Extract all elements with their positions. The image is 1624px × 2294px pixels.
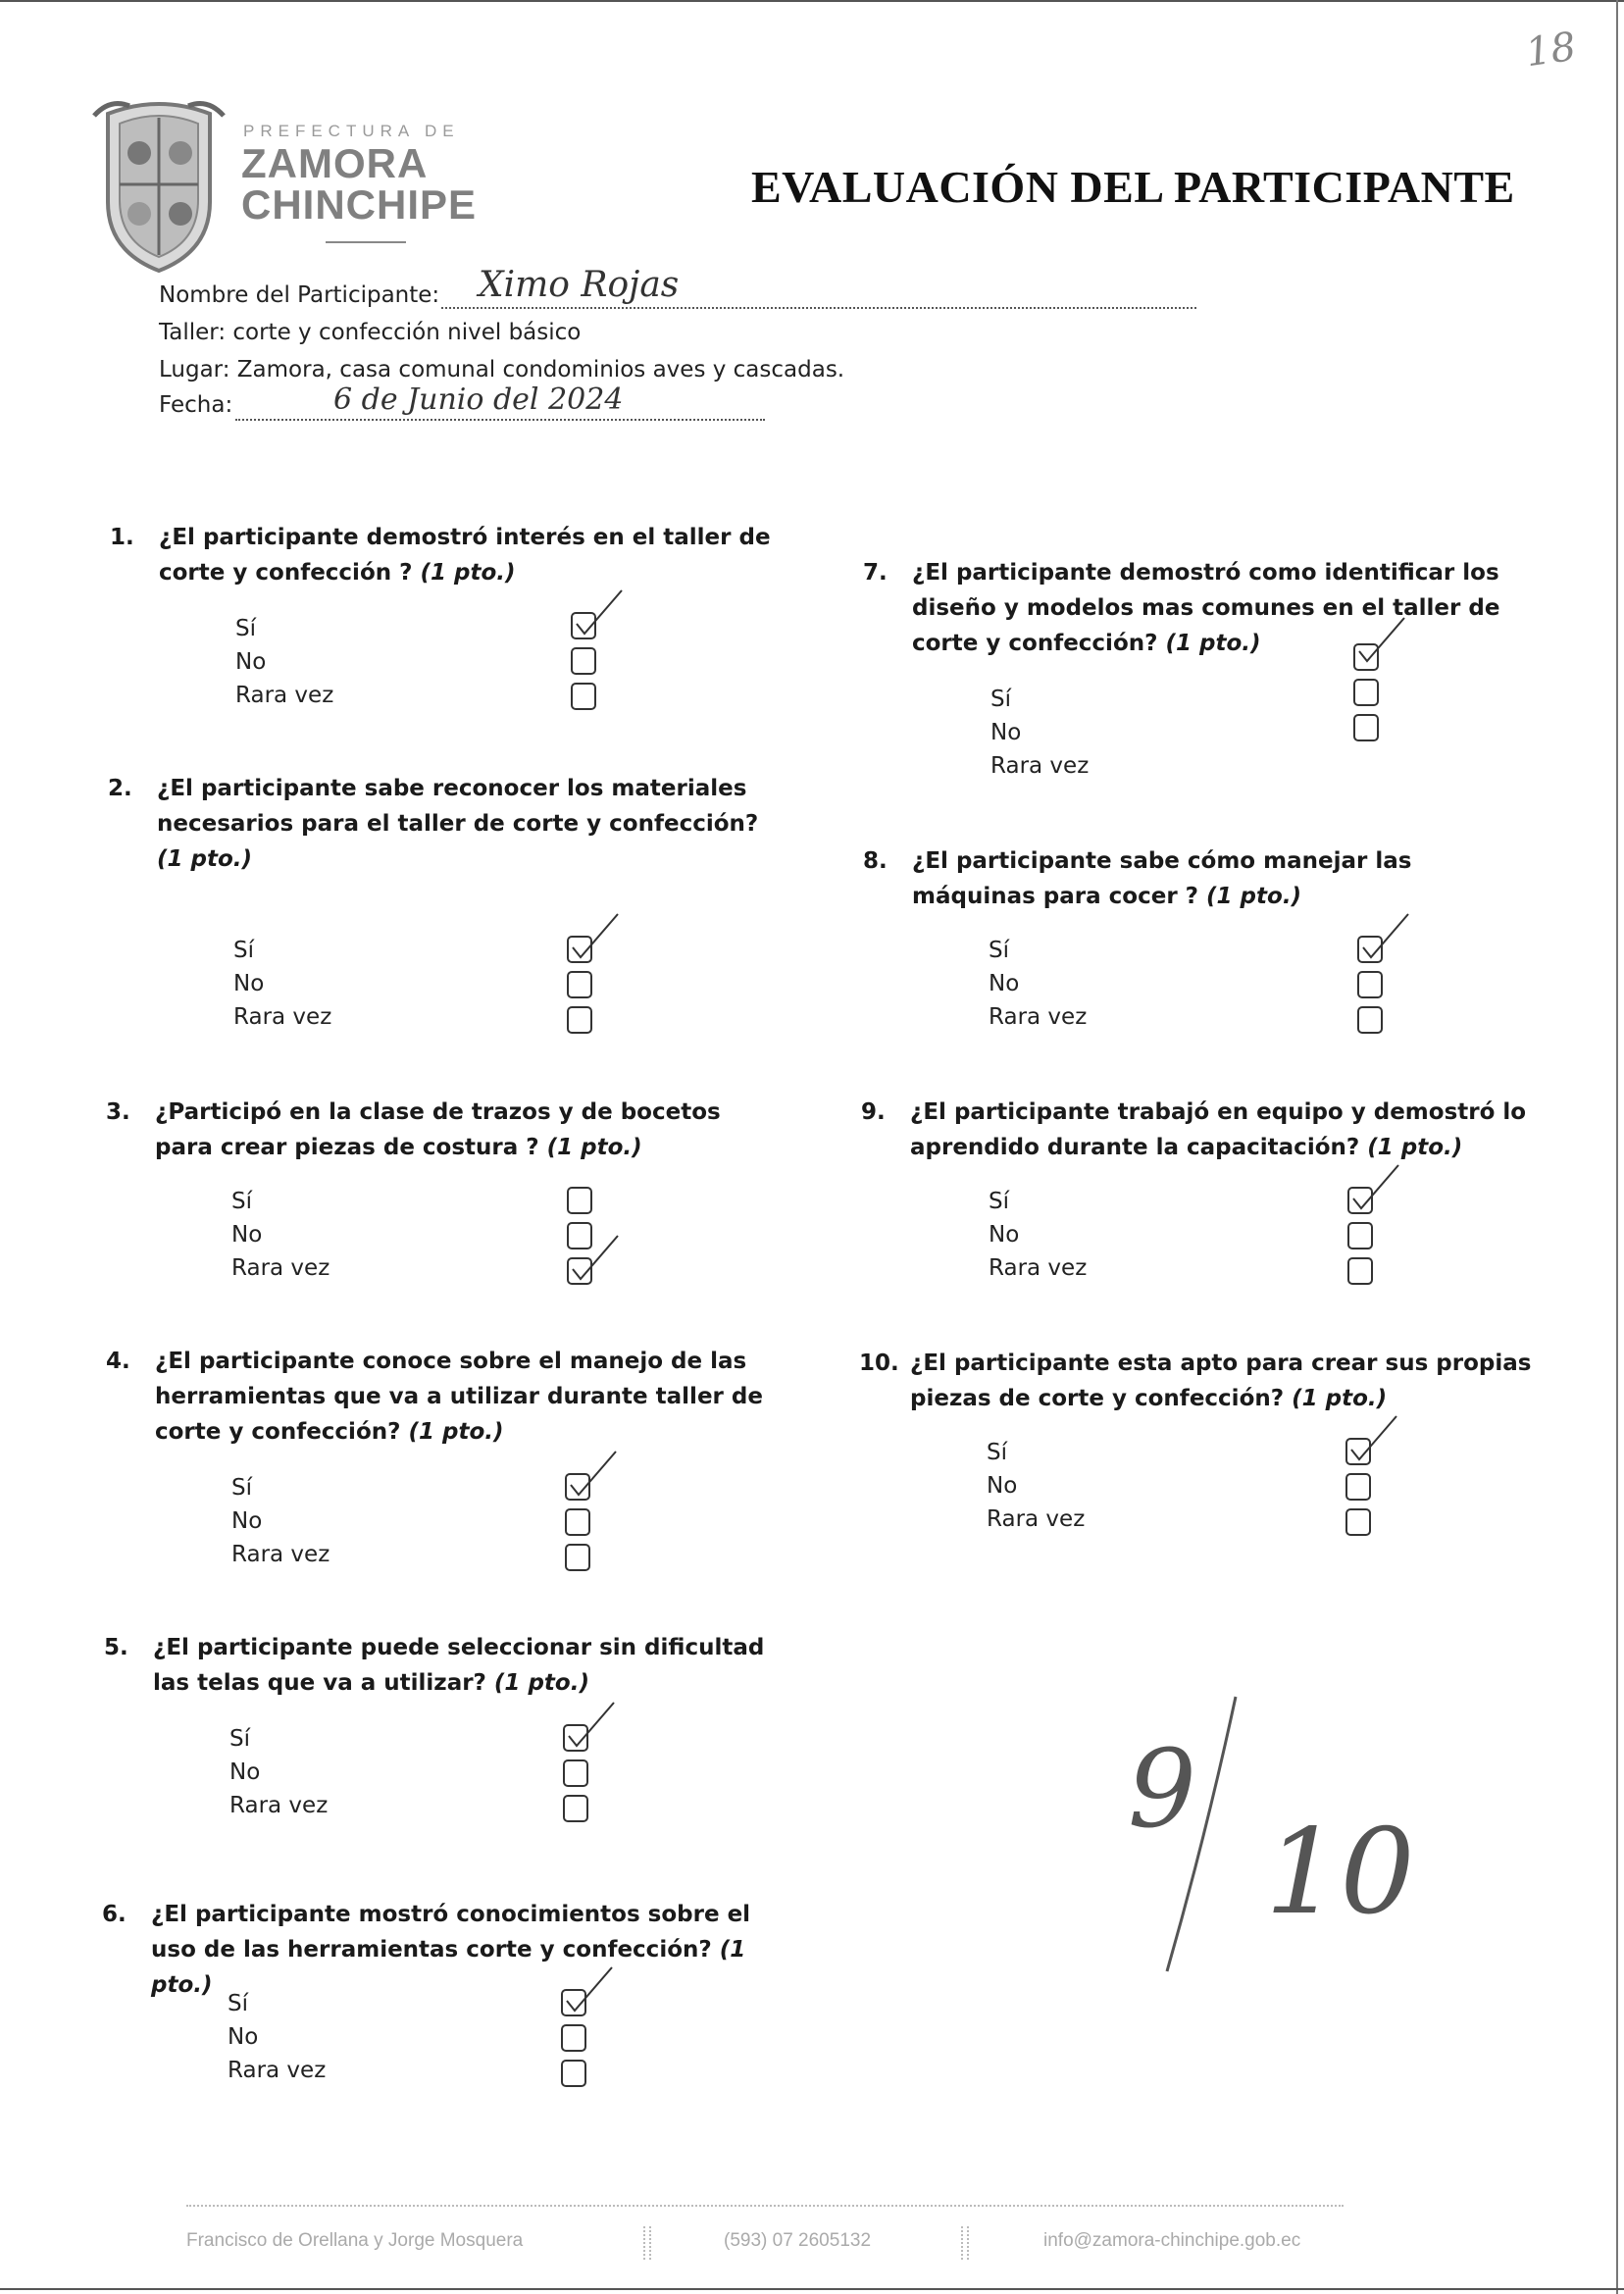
option-rara-vez-label: Rara vez bbox=[231, 1255, 330, 1281]
footer-divider bbox=[186, 2205, 1344, 2207]
option-si-label: Sí bbox=[228, 1991, 248, 2016]
question-text: ¿El participante puede seleccionar sin dificultad las telas que va a utilizar? bbox=[153, 1635, 765, 1696]
participant-name-handwritten: Ximo Rojas bbox=[479, 265, 680, 305]
option-si-label: Sí bbox=[231, 1189, 252, 1214]
question-number: 3. bbox=[106, 1099, 130, 1125]
option-rara-vez-label: Rara vez bbox=[235, 683, 334, 708]
option-si-label: Sí bbox=[231, 1475, 252, 1501]
option-rara-vez-label: Rara vez bbox=[990, 753, 1090, 779]
question-text: ¿El participante demostró interés en el taller de corte y confección ? bbox=[159, 525, 771, 586]
footer-separator bbox=[961, 2226, 969, 2260]
checkbox-rara-vez[interactable] bbox=[561, 2060, 586, 2087]
checkbox-no[interactable] bbox=[561, 2024, 586, 2052]
footer-email: info@zamora-chinchipe.gob.ec bbox=[1043, 2230, 1301, 2251]
question-points: (1 pto.) bbox=[1165, 631, 1261, 656]
question-7 bbox=[863, 555, 1540, 661]
option-no-label: No bbox=[990, 720, 1022, 745]
option-no-label: No bbox=[989, 971, 1020, 996]
question-1 bbox=[110, 520, 787, 590]
checkmark-icon bbox=[567, 1230, 626, 1289]
question-4 bbox=[106, 1344, 783, 1450]
option-no-label: No bbox=[989, 1222, 1020, 1248]
question-text: ¿El participante sabe cómo manejar las máquinas para cocer ? bbox=[912, 848, 1412, 909]
checkbox-rara-vez[interactable] bbox=[1357, 1006, 1383, 1034]
question-points: (1 pto.) bbox=[157, 846, 253, 872]
question-number: 4. bbox=[106, 1349, 130, 1374]
workshop-line: Taller: corte y confección nivel básico bbox=[159, 320, 582, 345]
checkbox-no[interactable] bbox=[1353, 679, 1379, 706]
option-si-label: Sí bbox=[990, 687, 1011, 712]
checkbox-rara-vez[interactable] bbox=[1353, 714, 1379, 741]
question-number: 7. bbox=[863, 560, 888, 586]
name-dotted-line bbox=[441, 307, 1196, 309]
option-no-label: No bbox=[233, 971, 265, 996]
question-number: 2. bbox=[108, 776, 132, 801]
date-handwritten: 6 de Junio del 2024 bbox=[333, 382, 624, 417]
option-no-label: No bbox=[235, 649, 267, 675]
question-text: ¿Participó en la clase de trazos y de bocetos para crear piezas de costura ? bbox=[155, 1099, 721, 1160]
option-rara-vez-label: Rara vez bbox=[233, 1004, 332, 1030]
question-points: (1 pto.) bbox=[493, 1670, 589, 1696]
checkbox-no[interactable] bbox=[567, 971, 592, 998]
score-obtained: 9 bbox=[1128, 1726, 1196, 1852]
option-rara-vez-label: Rara vez bbox=[228, 2058, 327, 2083]
question-number: 6. bbox=[102, 1902, 127, 1927]
question-5 bbox=[104, 1630, 781, 1701]
question-number: 8. bbox=[863, 848, 888, 874]
option-no-label: No bbox=[231, 1508, 263, 1534]
checkbox-rara-vez[interactable] bbox=[565, 1544, 590, 1571]
option-si-label: Sí bbox=[989, 938, 1009, 963]
page-number: 18 bbox=[1523, 24, 1579, 76]
option-no-label: No bbox=[987, 1473, 1018, 1499]
checkbox-rara-vez[interactable] bbox=[571, 683, 596, 710]
checkbox-no[interactable] bbox=[1345, 1473, 1371, 1501]
checkmark-icon bbox=[1347, 1159, 1406, 1218]
question-number: 5. bbox=[104, 1635, 128, 1660]
question-6 bbox=[102, 1897, 779, 2003]
checkmark-icon bbox=[561, 1962, 620, 2020]
checkmark-icon bbox=[571, 585, 630, 643]
question-3 bbox=[106, 1095, 783, 1165]
checkmark-icon bbox=[1353, 612, 1412, 671]
question-text: ¿El participante conoce sobre el manejo de las herramientas que va a utilizar durante taller de corte y confección? bbox=[155, 1349, 763, 1445]
option-no-label: No bbox=[228, 2024, 259, 2050]
logo-subtitle: PREFECTURA DE bbox=[243, 122, 460, 140]
score-total: 10 bbox=[1265, 1805, 1415, 1941]
question-text: ¿El participante trabajó en equipo y demostró lo aprendido durante la capacitación? bbox=[910, 1099, 1527, 1160]
document-title: EVALUACIÓN DEL PARTICIPANTE bbox=[751, 162, 1515, 212]
option-si-label: Sí bbox=[229, 1726, 250, 1752]
date-label: Fecha: bbox=[159, 392, 233, 418]
checkbox-rara-vez[interactable] bbox=[567, 1006, 592, 1034]
logo-line-1: ZAMORA bbox=[241, 140, 429, 186]
checkbox-no[interactable] bbox=[571, 647, 596, 675]
checkbox-si[interactable] bbox=[567, 1187, 592, 1214]
question-points: (1 pto.) bbox=[408, 1419, 504, 1445]
question-number: 10. bbox=[859, 1351, 899, 1376]
question-text: ¿El participante mostró conocimientos sobre el uso de las herramientas corte y confección? bbox=[151, 1902, 751, 1963]
logo-divider bbox=[326, 241, 406, 243]
coat-of-arms-icon bbox=[90, 94, 228, 280]
checkmark-icon bbox=[563, 1697, 622, 1756]
checkbox-no[interactable] bbox=[1347, 1222, 1373, 1249]
option-rara-vez-label: Rara vez bbox=[987, 1506, 1086, 1532]
date-dotted-line bbox=[235, 419, 765, 421]
question-text: ¿El participante sabe reconocer los materiales necesarios para el taller de corte y confección? bbox=[157, 776, 759, 837]
prefecture-logo bbox=[90, 94, 502, 280]
score-slash-icon bbox=[1147, 1687, 1265, 1981]
question-2 bbox=[108, 771, 785, 877]
checkbox-no[interactable] bbox=[1357, 971, 1383, 998]
question-points: (1 pto.) bbox=[1292, 1386, 1388, 1411]
scan-border-right bbox=[1616, 0, 1618, 2294]
checkbox-no[interactable] bbox=[565, 1508, 590, 1536]
question-points: (1 pto.) bbox=[151, 1937, 746, 1998]
question-points: (1 pto.) bbox=[1367, 1135, 1463, 1160]
option-rara-vez-label: Rara vez bbox=[989, 1255, 1088, 1281]
question-number: 1. bbox=[110, 525, 134, 550]
question-text: ¿El participante demostró como identificar los diseño y modelos mas comunes en el taller de corte y confección? bbox=[912, 560, 1500, 656]
checkbox-rara-vez[interactable] bbox=[563, 1795, 588, 1822]
handwritten-score bbox=[1118, 1687, 1415, 1981]
question-8 bbox=[863, 843, 1540, 914]
question-9 bbox=[861, 1095, 1538, 1165]
option-no-label: No bbox=[231, 1222, 263, 1248]
checkbox-no[interactable] bbox=[563, 1759, 588, 1787]
footer-address: Francisco de Orellana y Jorge Mosquera bbox=[186, 2230, 524, 2251]
option-rara-vez-label: Rara vez bbox=[229, 1793, 329, 1818]
option-si-label: Sí bbox=[233, 938, 254, 963]
participant-name-label: Nombre del Participante: bbox=[159, 282, 440, 308]
checkmark-icon bbox=[565, 1446, 624, 1504]
place-line: Lugar: Zamora, casa comunal condominios aves y cascadas. bbox=[159, 357, 845, 382]
option-si-label: Sí bbox=[235, 616, 256, 641]
scan-border-top bbox=[0, 0, 1624, 2]
question-10 bbox=[859, 1346, 1538, 1416]
question-number: 9. bbox=[861, 1099, 886, 1125]
question-text: ¿El participante esta apto para crear sus propias piezas de corte y confección? bbox=[910, 1351, 1532, 1411]
option-rara-vez-label: Rara vez bbox=[231, 1542, 330, 1567]
checkmark-icon bbox=[567, 908, 626, 967]
option-no-label: No bbox=[229, 1759, 261, 1785]
question-points: (1 pto.) bbox=[420, 560, 516, 586]
question-points: (1 pto.) bbox=[546, 1135, 642, 1160]
checkmark-icon bbox=[1357, 908, 1416, 967]
checkbox-rara-vez[interactable] bbox=[1345, 1508, 1371, 1536]
option-rara-vez-label: Rara vez bbox=[989, 1004, 1088, 1030]
checkmark-icon bbox=[1345, 1410, 1404, 1469]
checkbox-rara-vez[interactable] bbox=[1347, 1257, 1373, 1285]
option-si-label: Sí bbox=[989, 1189, 1009, 1214]
footer-phone: (593) 07 2605132 bbox=[724, 2230, 872, 2251]
logo-line-2: CHINCHIPE bbox=[241, 181, 478, 228]
option-si-label: Sí bbox=[987, 1440, 1007, 1465]
question-points: (1 pto.) bbox=[1206, 884, 1302, 909]
scan-border-bottom bbox=[0, 2288, 1624, 2290]
footer-separator bbox=[643, 2226, 651, 2260]
